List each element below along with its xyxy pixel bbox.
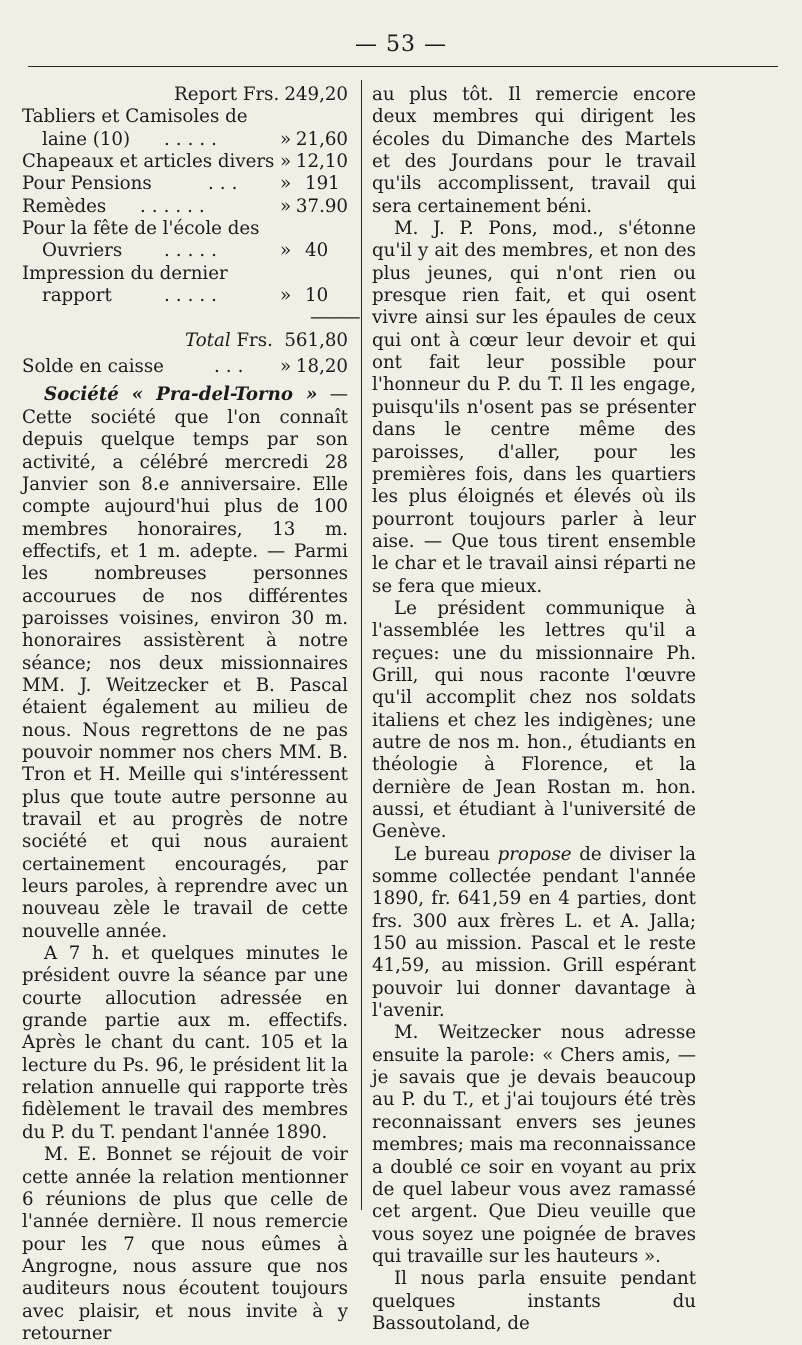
paragraph: M. J. P. Pons, mod., s'étonne qu'il y ait des membres, et non des plus jeunes, qui n'ont rien ou presque rien fait, et qui osent vivre ainsi sur les épaules de ceux qui ont à cœur leur devoir et qui ont fait leur possible pour l'honneur du P. du T. Il les engage, puisqu'ils n'osent pas se présenter dans le centre même des paroisses, d'aller, pour les premières fois, dans les quartiers les plus éloignés et élevés où ils pourront toujours parler à leur aise. — Que tous tirent ensemble le char et le travail ainsi réparti ne se fera que mieux.: [372, 218, 696, 597]
leader-dots: ...: [208, 173, 244, 195]
account-row-solde: [22, 356, 348, 378]
account-amount: 561,80: [284, 329, 348, 351]
header-rule: [28, 66, 778, 67]
account-amount: 18,20: [295, 356, 348, 378]
leader-dots: .....: [164, 128, 223, 150]
account-row-report: [22, 84, 348, 106]
paragraph: Le bureau propose de diviser la somme collectée pendant l'année 1890, fr. 641,59 en 4 parties, dont frs. 300 aux frères L. et A. Jalla; 150 au mission. Pascal et le reste 41,59, au mission. Grill espérant pouvoir lui donner davantage à l'avenir.: [372, 843, 696, 1022]
sum-rule: ———: [310, 307, 359, 329]
account-label: Solde en caisse: [22, 356, 164, 378]
paragraph: Le président communique à l'assemblée les lettres qu'il a reçues: une du missionnaire Ph. Grill, qui nous raconte l'œuvre qu'il accomplit chez nos soldats italiens et chez les indigènes; une autre de nos m. hon., étudiants en théologie à Florence, et la dernière de Jean Rostan m. hon. aussi, et étudiant à l'université de Genève.: [372, 597, 696, 843]
paragraph: A 7 h. et quelques minutes le président ouvre la séance par une courte allocution adressée en grande partie aux m. effectifs. Après le chant du cant. 105 et la lecture du Ps. 96, le président lit la relation annuelle qui rapporte très fidèlement le travail des membres du P. du T. pendant l'année 1890.: [22, 943, 348, 1143]
account-row-chapeaux: [22, 151, 348, 173]
account-amount: 191: [305, 173, 340, 195]
account-label: Tabliers et Camisoles de: [22, 106, 248, 128]
ditto-mark: »: [280, 356, 292, 378]
account-row-tabliers: [22, 106, 348, 128]
account-row-impression-cont: [22, 285, 348, 307]
account-row-tabliers-cont: [22, 129, 348, 151]
account-row-fete-cont: [22, 240, 348, 262]
paragraph: M. E. Bonnet se réjouit de voir cette année la relation mentionner 6 réunions de plus que celle de l'année dernière. Il nous remercie pour les 7 que nous eûmes à Angrogne, nous assure que nos auditeurs nous écoutent toujours avec plaisir, et nous invite à y retourner: [22, 1144, 348, 1344]
account-row-remedes: [22, 196, 348, 218]
ditto-mark: »: [280, 285, 292, 307]
account-label: Ouvriers: [42, 240, 123, 262]
account-label: rapport: [42, 285, 112, 307]
account-row-impression: [22, 263, 348, 285]
account-amount: 37.90: [295, 195, 348, 217]
account-amount: 249,20: [284, 84, 348, 105]
account-row-fete: [22, 218, 348, 240]
paragraph: Il nous parla ensuite pendant quelques instants du Bassoutoland, de: [372, 1268, 696, 1334]
account-label: Report Frs.: [174, 84, 280, 105]
ditto-mark: »: [280, 240, 292, 262]
account-sum-rule: [22, 307, 359, 329]
account-label: Pour Pensions: [22, 173, 152, 195]
account-row-total: [22, 330, 348, 352]
society-title: Société « Pra-del-Torno »: [44, 384, 318, 406]
paragraph: Société « Pra-del-Torno » — Cette société que l'on connaît depuis quelque temps par son activité, a célébré mercredi 28 Janvier son 8.e anniversaire. Elle compte aujourd'hui plus de 100 membres honoraires, 13 m. effectifs, et 1 m. adepte. — Parmi les nombreuses personnes accourues de nos différentes paroisses voisines, environ 30 m. honoraires assistèrent à notre séance; nos deux missionnaires MM. J. Weitzecker et B. Pascal étaient également au milieu de nous. Nous regrettons de ne pas pouvoir nommer nos chers MM. B. Tron et H. Meille qui s'intéressent plus que toute autre personne au travail et au progrès de notre société et qui nous auraient certainement encouragés, par leurs paroles, à reprendre avec un nouveau zèle le travail de cette nouvelle année.: [22, 384, 348, 942]
account-label: Pour la fête de l'école des: [22, 218, 260, 240]
account-label: Impression du dernier: [22, 262, 228, 284]
account-label: Chapeaux et articles divers: [22, 151, 275, 173]
account-amount: 21,60: [295, 128, 348, 150]
account-label: laine (10): [42, 128, 131, 150]
leader-dots: ...: [214, 356, 250, 378]
ditto-mark: »: [280, 151, 292, 173]
leader-dots: .....: [164, 285, 223, 307]
account-row-pensions: [22, 173, 348, 195]
paragraph: au plus tôt. Il remercie encore deux membres qui dirigent les écoles du Dimanche des Martels et des Jourdans pour le travail qu'ils accomplissent, travail qui sera certainement béni.: [372, 84, 696, 217]
paragraph: M. Weitzecker nous adresse ensuite la parole: « Chers amis, — je savais que je devais beaucoup au P. du T., et j'ai toujours été très reconnaissant envers ses jeunes membres; mais ma reconnaissance a doublé ce soir en voyant au prix de quel labeur vous avez ramassé cet argent. Que Dieu veuille que vous soyez une poignée de braves qui travaille sur les hauteurs ».: [372, 1022, 696, 1267]
leader-dots: .....: [164, 240, 223, 262]
ditto-mark: »: [280, 128, 292, 150]
total-label: Total Frs.: [185, 329, 273, 351]
ditto-mark: »: [280, 195, 292, 217]
right-column: [372, 84, 696, 1335]
leader-dots: ......: [140, 195, 211, 217]
account-amount: 10: [305, 285, 329, 307]
accounts-table: [22, 84, 359, 378]
ditto-mark: »: [280, 173, 292, 195]
page-number: — 53 —: [355, 32, 447, 57]
account-label: Remèdes: [22, 195, 107, 217]
left-column: [22, 84, 359, 1345]
account-amount: 40: [305, 240, 329, 262]
account-amount: 12,10: [295, 151, 348, 173]
